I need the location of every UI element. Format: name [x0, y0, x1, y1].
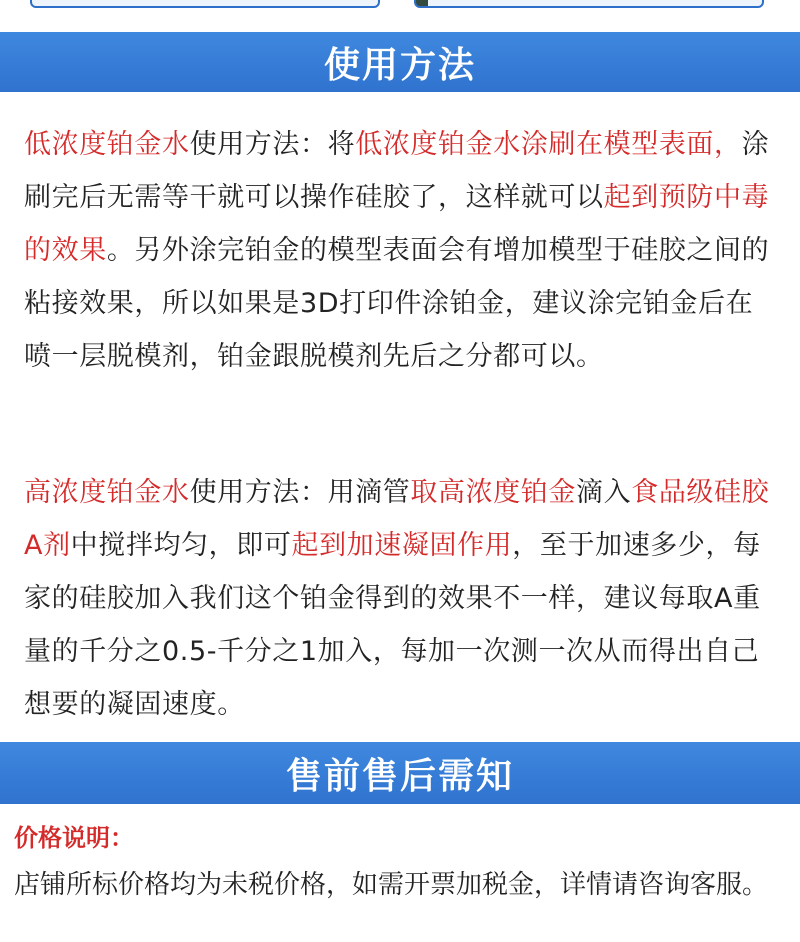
body-text: 使用方法：用滴管 — [189, 477, 411, 508]
usage-section-title: 使用方法 — [323, 44, 476, 86]
price-note-text: 店铺所标价格均为未税价格，如需开票加税金，详情请咨询客服。 — [14, 870, 769, 900]
top-left-panel — [30, 0, 380, 8]
body-text: 中搅拌均匀，即可 — [70, 530, 292, 561]
body-text: ，至于加速多少，每家的硅胶加入我们这个铂金得到的效果不一样，建议每取A重量的千分之0.5-千分之1加入，每加一次测一次从而得出自己想要的凝固速度。 — [24, 530, 761, 720]
body-text: 涂刷完后无需等干就可以操作硅胶了，这样就可以 — [24, 129, 770, 213]
price-note-heading: 价格说明： — [14, 824, 134, 852]
pre-after-sales-title: 售前售后需知 — [285, 755, 514, 797]
top-right-panel — [414, 0, 764, 8]
pre-after-sales-banner — [0, 742, 800, 804]
emphasis-text: 低浓度铂金水涂刷在模型表面， — [355, 129, 742, 160]
low-concentration-usage-paragraph — [24, 118, 780, 383]
emphasis-text: 取高浓度铂金 — [410, 477, 577, 508]
emphasis-text: 起到加速凝固作用 — [291, 530, 513, 561]
body-text: 滴入 — [576, 477, 632, 508]
emphasis-text: 起到预防中毒的效果 — [24, 182, 770, 266]
high-concentration-usage-paragraph — [24, 466, 780, 731]
usage-section-banner — [0, 32, 800, 92]
emphasis-text: 低浓度铂金水 — [24, 129, 190, 160]
body-text: 。另外涂完铂金的模型表面会有增加模型于硅胶之间的粘接效果，所以如果是3D打印件涂铂金，建议涂完铂金后在喷一层脱模剂，铂金跟脱模剂先后之分都可以。 — [24, 235, 770, 372]
emphasis-text: 食品级硅胶A剂 — [24, 477, 770, 561]
body-text: 使用方法：将 — [189, 129, 356, 160]
emphasis-text: 高浓度铂金水 — [24, 477, 190, 508]
top-cropped-area — [0, 0, 800, 10]
